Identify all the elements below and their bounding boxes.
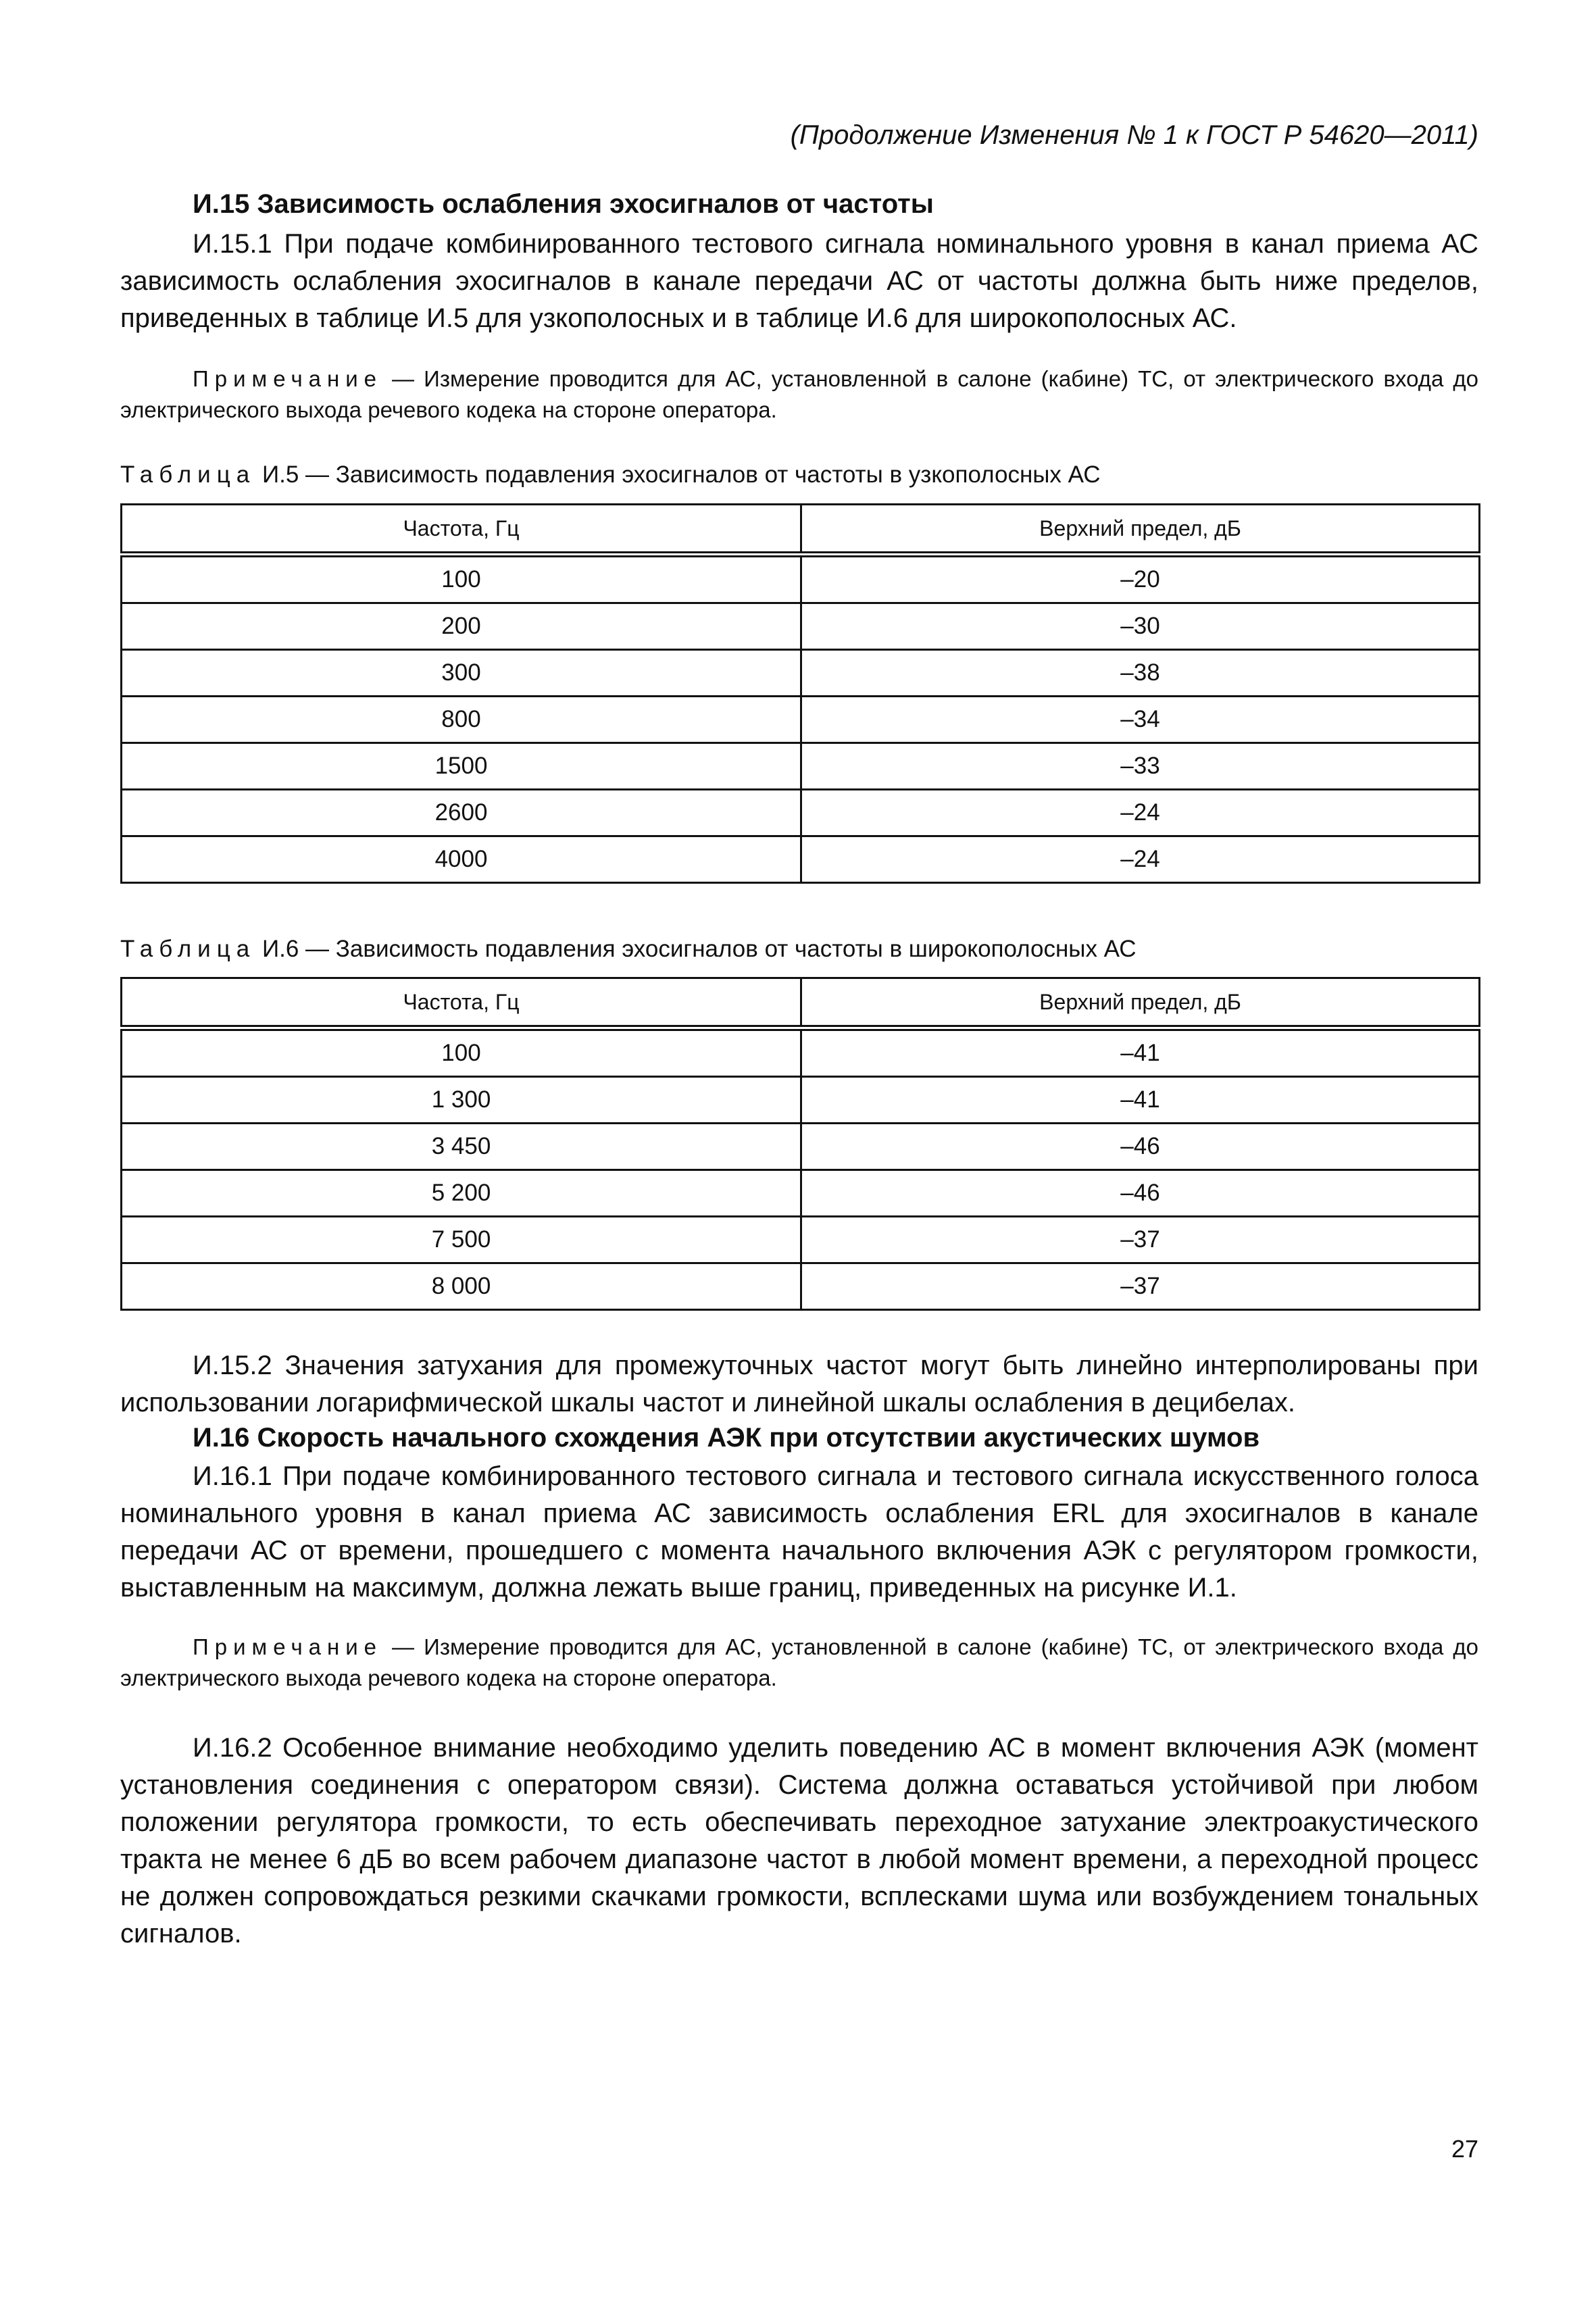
cell-frequency: 7 500: [122, 1217, 801, 1263]
section-heading-16: И.16 Скорость начального схождения АЭК при отсутствии акустических шумов: [193, 1423, 1260, 1453]
cell-limit: –38: [801, 650, 1480, 697]
table-row: [122, 836, 1480, 883]
paragraph-15-1: И.15.1 При подаче комбинированного тестового сигнала номинального уровня в канал приема АС зависимость ослабления эхосигналов в канале передачи АС от частоты должна быть ниже пределов, приведенных в таблице И.5 для узкополосных и в таблице И.6 для широкополосных АС.: [120, 229, 1478, 333]
table-row: [122, 790, 1480, 836]
cell-frequency: 2600: [122, 790, 801, 836]
cell-frequency: 800: [122, 697, 801, 743]
cell-limit: –20: [801, 555, 1480, 603]
cell-limit: –41: [801, 1028, 1480, 1077]
cell-frequency: 200: [122, 603, 801, 650]
cell-frequency: 300: [122, 650, 801, 697]
cell-frequency: 3 450: [122, 1124, 801, 1170]
table-row: [122, 743, 1480, 790]
page-number: 27: [1451, 2135, 1478, 2163]
cell-limit: –46: [801, 1170, 1480, 1217]
paragraph-16-2: И.16.2 Особенное внимание необходимо уделить поведению АС в момент включения АЭК (момент установления соединения с оператором связи). Система должна оставаться устойчивой при любом положении регулятора громкости, то есть обеспечивать переходное затухание электроакустического тракта не менее 6 дБ во всем рабочем диапазоне частот в любой момент времени, а переходной процесс не должен сопровождаться резкими скачками громкости, всплесками шума или возбуждением тональных сигналов.: [120, 1733, 1478, 1948]
cell-frequency: 5 200: [122, 1170, 801, 1217]
paragraph-15-2: И.15.2 Значения затухания для промежуточных частот могут быть линейно интерполированы при использовании логарифмической шкалы частот и линейной шкалы ослабления в децибелах.: [120, 1351, 1478, 1417]
cell-limit: –24: [801, 836, 1480, 883]
cell-limit: –24: [801, 790, 1480, 836]
table-row: [122, 1217, 1480, 1263]
note-label: Примечание: [193, 1634, 383, 1659]
cell-frequency: 1500: [122, 743, 801, 790]
table-header-row: [122, 978, 1480, 1028]
table-row: [122, 1170, 1480, 1217]
cell-limit: –37: [801, 1217, 1480, 1263]
cell-frequency: 100: [122, 1028, 801, 1077]
paragraph-16-1: И.16.1 При подаче комбинированного тестового сигнала и тестового сигнала искусственного голоса номинального уровня в канал приема АС зависимость ослабления ERL для эхосигналов в канале передачи АС от времени, прошедшего с момента начального включения АЭК с регулятором громкости, выставленным на максимум, должна лежать выше границ, приведенных на рисунке И.1.: [120, 1461, 1478, 1603]
column-header-frequency: Частота, Гц: [122, 505, 801, 555]
cell-frequency: 4000: [122, 836, 801, 883]
cell-limit: –41: [801, 1077, 1480, 1124]
table-5: [120, 503, 1480, 884]
cell-frequency: 8 000: [122, 1263, 801, 1310]
cell-limit: –34: [801, 697, 1480, 743]
document-page: [120, 0, 1478, 2314]
section-heading-15: И.15 Зависимость ослабления эхосигналов от частоты: [193, 189, 934, 219]
table-row: [122, 1028, 1480, 1077]
column-header-frequency: Частота, Гц: [122, 978, 801, 1028]
column-header-upper-limit: Верхний предел, дБ: [801, 978, 1480, 1028]
table-row: [122, 1124, 1480, 1170]
table-row: [122, 603, 1480, 650]
table-row: [122, 650, 1480, 697]
table-6-caption: Таблица И.6 — Зависимость подавления эхосигналов от частоты в широкополосных АС: [120, 936, 1137, 962]
cell-limit: –37: [801, 1263, 1480, 1310]
cell-limit: –33: [801, 743, 1480, 790]
table-6: [120, 977, 1480, 1311]
table-row: [122, 555, 1480, 603]
note-label: Примечание: [193, 366, 383, 391]
note-16: Примечание — Измерение проводится для АС, установленной в салоне (кабине) ТС, от электрического входа до электрического выхода речевого кодека на стороне оператора.: [120, 1634, 1478, 1690]
note-15: Примечание — Измерение проводится для АС, установленной в салоне (кабине) ТС, от электрического входа до электрического выхода речевого кодека на стороне оператора.: [120, 366, 1478, 422]
running-header: (Продолжение Изменения № 1 к ГОСТ Р 54620—2011): [790, 120, 1478, 150]
cell-limit: –30: [801, 603, 1480, 650]
table-row: [122, 697, 1480, 743]
column-header-upper-limit: Верхний предел, дБ: [801, 505, 1480, 555]
cell-frequency: 100: [122, 555, 801, 603]
cell-limit: –46: [801, 1124, 1480, 1170]
table-header-row: [122, 505, 1480, 555]
cell-frequency: 1 300: [122, 1077, 801, 1124]
table-row: [122, 1263, 1480, 1310]
table-5-caption: Таблица И.5 — Зависимость подавления эхосигналов от частоты в узкополосных АС: [120, 461, 1101, 488]
table-row: [122, 1077, 1480, 1124]
